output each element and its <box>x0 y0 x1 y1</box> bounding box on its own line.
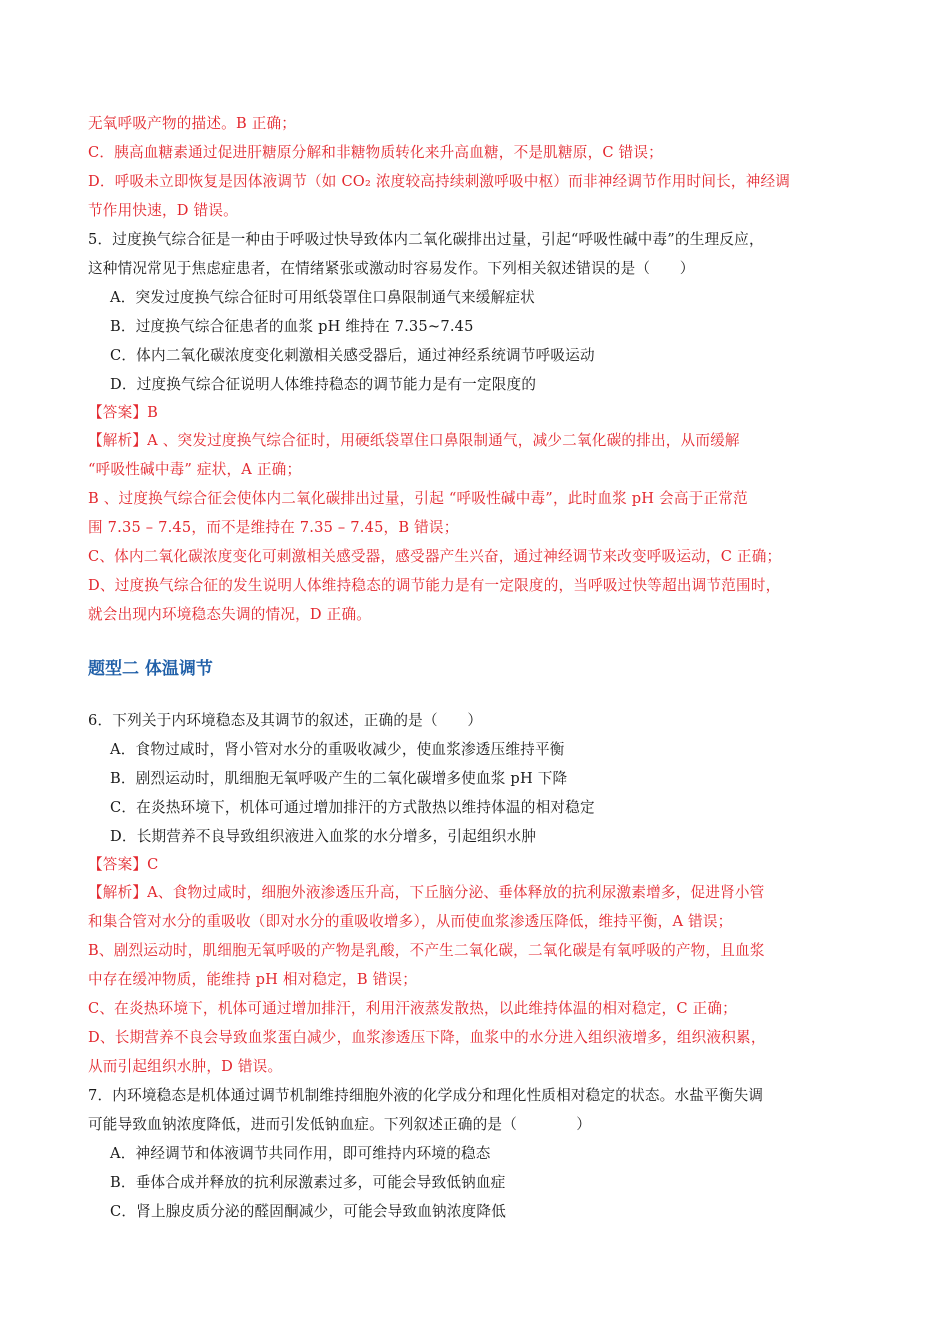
option-c: C．在炎热环境下，机体可通过增加排汗的方式散热以维持体温的相对稳定 <box>110 799 595 816</box>
analysis-line: C、体内二氧化碳浓度变化可刺激相关感受器，感受器产生兴奋，通过神经调节来改变呼吸运动，C 正确； <box>88 548 782 565</box>
option-c: C．体内二氧化碳浓度变化刺激相关感受器后，通过神经系统调节呼吸运动 <box>110 347 595 364</box>
analysis-line: 就会出现内环境稳态失调的情况，D 正确。 <box>88 606 372 623</box>
answer-label: 【答案】C <box>88 856 159 873</box>
analysis-line: “呼吸性碱中毒” 症状，A 正确； <box>88 461 302 478</box>
option-a: A．食物过咸时，肾小管对水分的重吸收减少，使血浆渗透压维持平衡 <box>110 741 565 758</box>
text-line: D．呼吸未立即恢复是因体液调节（如 CO₂ 浓度较高持续刺激呼吸中枢）而非神经调节作用时间长，神经调 <box>88 173 791 190</box>
option-a: A．神经调节和体液调节共同作用，即可维持内环境的稳态 <box>110 1145 491 1162</box>
analysis-line: D、长期营养不良会导致血浆蛋白减少，血浆渗透压下降，血浆中的水分进入组织液增多，组织液积累， <box>88 1029 766 1046</box>
analysis-line: 中存在缓冲物质，能维持 pH 相对稳定，B 错误； <box>88 971 417 988</box>
option-d: D．过度换气综合征说明人体维持稳态的调节能力是有一定限度的 <box>110 376 537 393</box>
text-line: 无氧呼吸产物的描述。B 正确； <box>88 115 297 132</box>
analysis-line: 【解析】A、食物过咸时，细胞外液渗透压升高，下丘脑分泌、垂体释放的抗利尿激素增多，促进肾小管 <box>88 884 765 901</box>
question-5-stem: 5．过度换气综合征是一种由于呼吸过快导致体内二氧化碳排出过量，引起“呼吸性碱中毒”的生理反应， <box>88 231 764 248</box>
section-heading: 题型二 体温调节 <box>88 659 213 679</box>
question-6-stem: 6．下列关于内环境稳态及其调节的叙述，正确的是（ ） <box>88 712 483 729</box>
text-line: 节作用快速，D 错误。 <box>88 202 238 219</box>
question-7-stem: 可能导致血钠浓度降低，进而引发低钠血症。下列叙述正确的是（ ） <box>88 1116 591 1133</box>
option-b: B．垂体合成并释放的抗利尿激素过多，可能会导致低钠血症 <box>110 1174 506 1191</box>
analysis-line: 和集合管对水分的重吸收（即对水分的重吸收增多），从而使血浆渗透压降低，维持平衡，A 错误； <box>88 913 733 930</box>
analysis-line: B、剧烈运动时，肌细胞无氧呼吸的产物是乳酸，不产生二氧化碳，二氧化碳是有氧呼吸的产物，且血浆 <box>88 942 765 959</box>
analysis-line: C、在炎热环境下，机体可通过增加排汗，利用汗液蒸发散热，以此维持体温的相对稳定，C 正确； <box>88 1000 737 1017</box>
analysis-line: D、过度换气综合征的发生说明人体维持稳态的调节能力是有一定限度的，当呼吸过快等超出调节范围时， <box>88 577 781 594</box>
option-d: D．长期营养不良导致组织液进入血浆的水分增多，引起组织水肿 <box>110 828 537 845</box>
question-5-stem: 这种情况常见于焦虑症患者，在情绪紧张或激动时容易发作。下列相关叙述错误的是（ ） <box>88 260 695 277</box>
option-b: B．剧烈运动时，肌细胞无氧呼吸产生的二氧化碳增多使血浆 pH 下降 <box>110 770 568 787</box>
option-b: B．过度换气综合征患者的血浆 pH 维持在 7.35~7.45 <box>110 318 474 335</box>
question-7-stem: 7．内环境稳态是机体通过调节机制维持细胞外液的化学成分和理化性质相对稳定的状态。水盐平衡失调 <box>88 1087 764 1104</box>
analysis-line: 从而引起组织水肿，D 错误。 <box>88 1058 283 1075</box>
option-c: C．肾上腺皮质分泌的醛固酮减少，可能会导致血钠浓度降低 <box>110 1203 507 1220</box>
option-a: A．突发过度换气综合征时可用纸袋罩住口鼻限制通气来缓解症状 <box>110 289 535 306</box>
analysis-line: B 、过度换气综合征会使体内二氧化碳排出过量，引起 “呼吸性碱中毒”，此时血浆 pH 会高于正常范 <box>88 490 748 507</box>
text-line: C．胰高血糖素通过促进肝糖原分解和非糖物质转化来升高血糖，不是肌糖原，C 错误； <box>88 144 663 161</box>
answer-label: 【答案】B <box>88 404 159 421</box>
analysis-line: 围 7.35 – 7.45，而不是维持在 7.35 – 7.45，B 错误； <box>88 519 459 536</box>
analysis-line: 【解析】A 、突发过度换气综合征时，用硬纸袋罩住口鼻限制通气，减少二氧化碳的排出，从而缓解 <box>88 432 740 449</box>
